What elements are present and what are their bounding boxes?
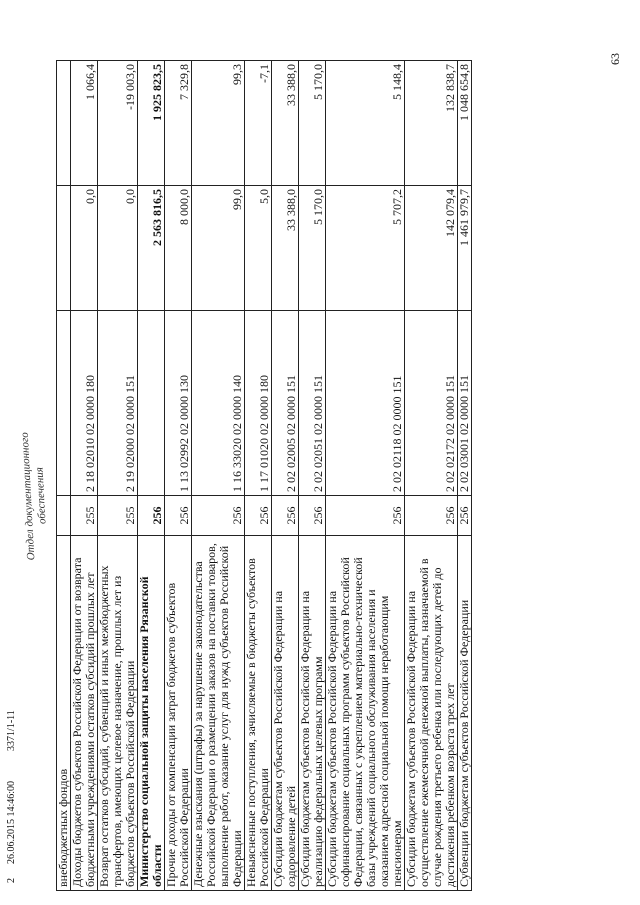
- table-row: [98, 61, 138, 891]
- cell-code: 256: [326, 496, 405, 536]
- cell-name: Субсидии бюджетам субъектов Российской Федерации на оздоровление детей: [272, 536, 299, 891]
- page-number: 63: [608, 53, 622, 65]
- cell-value-2: 132 838,7: [405, 61, 458, 186]
- cell-value-2: 5 170,0: [299, 61, 326, 186]
- footer-line: [6, 710, 17, 883]
- department-stamp: [19, 431, 52, 560]
- cell-name: Денежные взыскания (штрафы) за нарушение законодательства Российской Федерации о размещении заказов на поставки товаров, выполнение работ, оказание услуг для нужд субъектов Российской Федерации: [192, 536, 245, 891]
- cell-name: Невыясненные поступления, зачисляемые в бюджеты субъектов Российской Федерации: [245, 536, 272, 891]
- footer-mark: 2: [6, 878, 17, 883]
- cell-value-1: 0,0: [71, 186, 98, 311]
- footer-timestamp: 26.06.2015 14:46:00: [6, 780, 17, 864]
- table-row: [245, 61, 272, 891]
- footer-doc-code: 3371/1-11: [6, 710, 17, 751]
- cell-value-1: 1 461 979,7: [458, 186, 472, 311]
- table-row: [57, 61, 71, 891]
- cell-kbk: [138, 311, 165, 496]
- cell-code: 256: [272, 496, 299, 536]
- cell-code: 256: [192, 496, 245, 536]
- cell-code: [57, 496, 71, 536]
- cell-value-2: -19 003,0: [98, 61, 138, 186]
- table-row: [71, 61, 98, 891]
- cell-code: 256: [138, 496, 165, 536]
- table-row: [192, 61, 245, 891]
- table-row: [405, 61, 458, 891]
- revenue-table: [56, 60, 472, 891]
- cell-name: Доходы бюджетов субъектов Российской Федерации от возврата бюджетными учреждениями остатков субсидий прошлых лет: [71, 536, 98, 891]
- table-row: [326, 61, 405, 891]
- cell-value-1: 142 079,4: [405, 186, 458, 311]
- cell-value-1: 8 000,0: [165, 186, 192, 311]
- cell-kbk: 1 16 33020 02 0000 140: [192, 311, 245, 496]
- cell-kbk: 2 02 02005 02 0000 151: [272, 311, 299, 496]
- cell-code: 256: [165, 496, 192, 536]
- cell-code: 255: [71, 496, 98, 536]
- cell-value-1: 5 170,0: [299, 186, 326, 311]
- table-row: [165, 61, 192, 891]
- cell-value-2: 99,3: [192, 61, 245, 186]
- cell-value-2: 1 066,4: [71, 61, 98, 186]
- cell-value-2: 1 048 654,8: [458, 61, 472, 186]
- cell-code: 256: [245, 496, 272, 536]
- cell-name: внебюджетных фондов: [57, 536, 71, 891]
- table-row: [138, 61, 165, 891]
- cell-code: 256: [458, 496, 472, 536]
- cell-kbk: 2 18 02010 02 0000 180: [71, 311, 98, 496]
- cell-name: Прочие доходы от компенсации затрат бюджетов субъектов Российской Федерации: [165, 536, 192, 891]
- cell-value-2: 5 148,4: [326, 61, 405, 186]
- cell-value-1: [57, 186, 71, 311]
- cell-value-1: 0,0: [98, 186, 138, 311]
- cell-kbk: 1 17 01020 02 0000 180: [245, 311, 272, 496]
- table-row: [272, 61, 299, 891]
- cell-name: Субвенции бюджетам субъектов Российской Федерации: [458, 536, 472, 891]
- stamp-line-2: обеспечения: [33, 466, 49, 525]
- cell-name: Министерство социальной защиты населения Рязанской области: [138, 536, 165, 891]
- table-row: [458, 61, 472, 891]
- table-body: [57, 61, 472, 891]
- cell-kbk: 2 02 02172 02 0000 151: [405, 311, 458, 496]
- stamp-line-1: Отдел документационного: [18, 431, 38, 561]
- cell-name: Субсидии бюджетам субъектов Российской Федерации на реализацию федеральных целевых программ: [299, 536, 326, 891]
- cell-name: Субсидии бюджетам субъектов Российской Федерации на осуществление ежемесячной денежной выплаты, назначаемой в случае рождения третьего ребенка или последующих детей до достижения ребенком возраста трех лет: [405, 536, 458, 891]
- cell-value-1: 5,0: [245, 186, 272, 311]
- cell-value-1: 99,0: [192, 186, 245, 311]
- cell-value-2: 33 388,0: [272, 61, 299, 186]
- cell-value-2: 1 925 823,5: [138, 61, 165, 186]
- cell-kbk: [57, 311, 71, 496]
- cell-kbk: 2 02 03001 02 0000 151: [458, 311, 472, 496]
- table-row: [299, 61, 326, 891]
- cell-name: Субсидии бюджетам субъектов Российской Федерации на софинансирование социальных программ субъектов Российской Федерации, связанных с укреплением материально-технической базы учреждений социального обслуживания населения и оказанием адресной социальной помощи неработающим пенсионерам: [326, 536, 405, 891]
- cell-value-1: 2 563 816,5: [138, 186, 165, 311]
- cell-kbk: 2 02 02118 02 0000 151: [326, 311, 405, 496]
- cell-kbk: 2 19 02000 02 0000 151: [98, 311, 138, 496]
- cell-value-1: 5 707,2: [326, 186, 405, 311]
- cell-name: Возврат остатков субсидий, субвенций и иных межбюджетных трансфертов, имеющих целевое назначение, прошлых лет из бюджетов субъектов Российской Федерации: [98, 536, 138, 891]
- cell-code: 256: [405, 496, 458, 536]
- cell-value-2: 7 329,8: [165, 61, 192, 186]
- cell-code: 256: [299, 496, 326, 536]
- cell-kbk: 1 13 02992 02 0000 130: [165, 311, 192, 496]
- cell-value-1: 33 388,0: [272, 186, 299, 311]
- cell-code: 255: [98, 496, 138, 536]
- cell-value-2: [57, 61, 71, 186]
- cell-kbk: 2 02 02051 02 0000 151: [299, 311, 326, 496]
- cell-value-2: -7,1: [245, 61, 272, 186]
